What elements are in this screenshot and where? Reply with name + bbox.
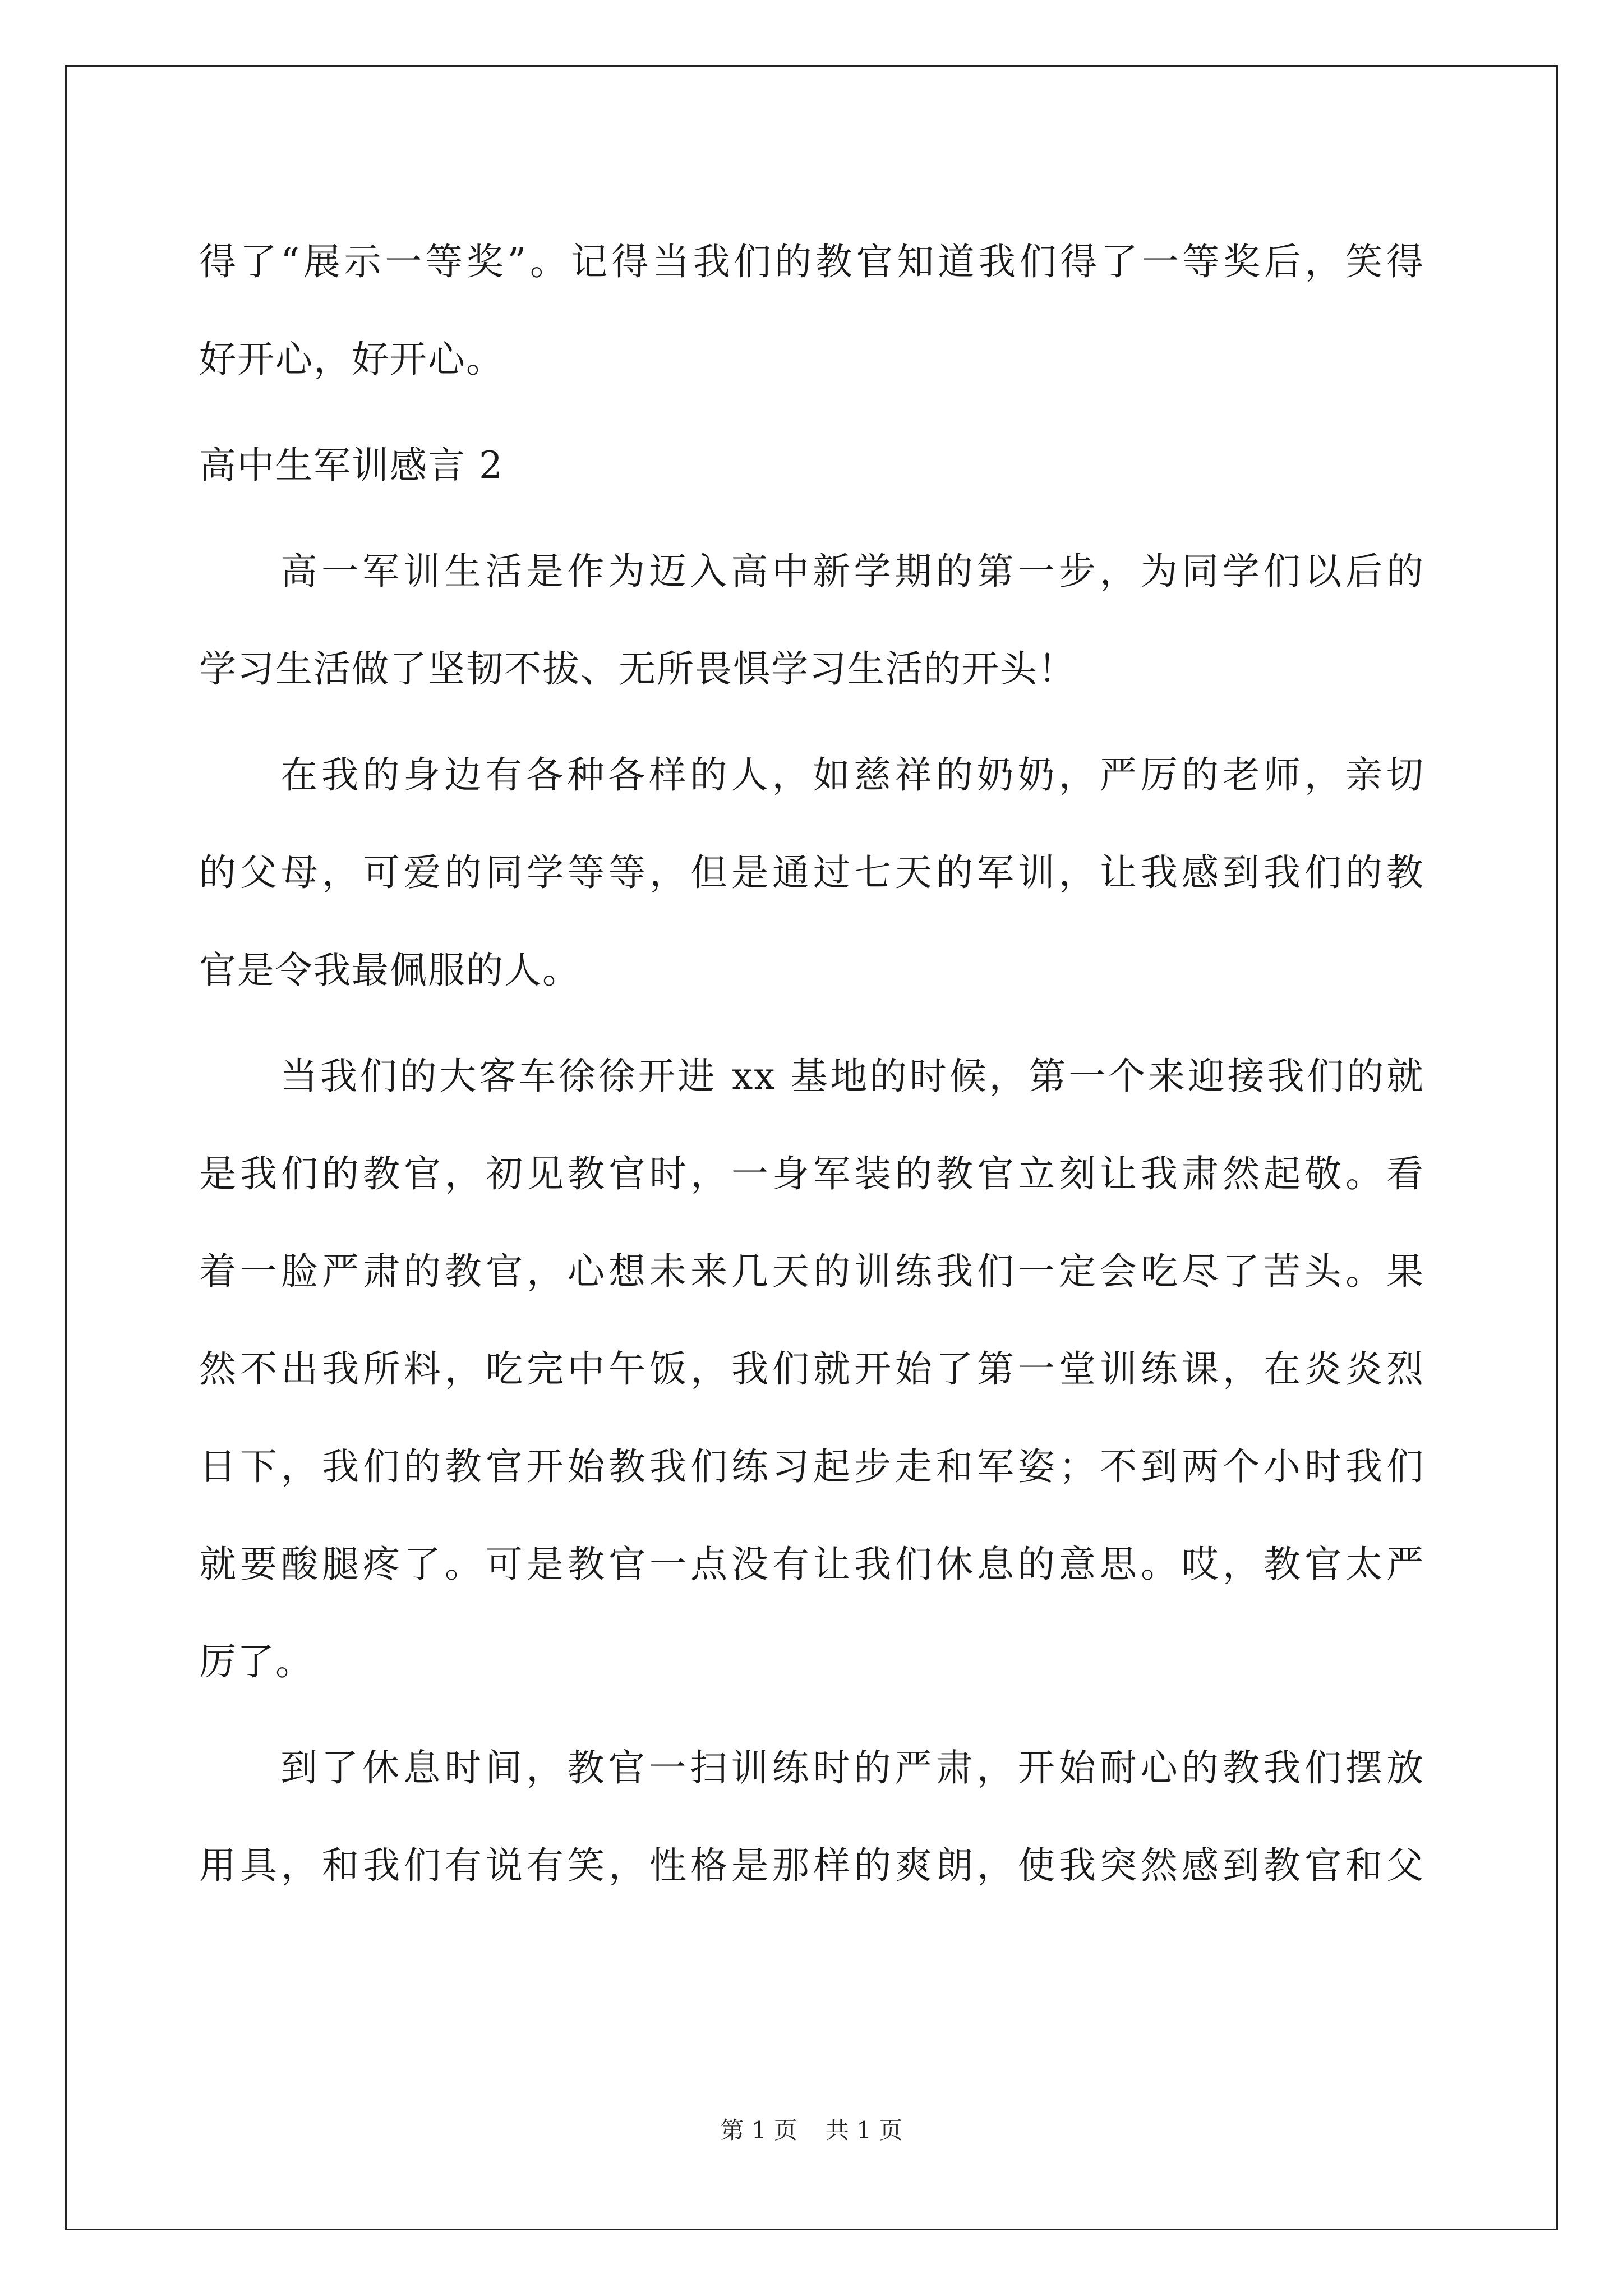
- text-line: 好开心，好开心。: [199, 338, 504, 381]
- text-line: 当我们的大客车徐徐开进 xx 基地的时候，第一个来迎接我们的就: [280, 1055, 1424, 1098]
- text-line: 厉了。: [199, 1640, 313, 1683]
- text-line: 高一军训生活是作为迈入高中新学期的第一步，为同学们以后的: [280, 550, 1424, 593]
- paragraph: [199, 1719, 1424, 1915]
- page-footer: [0, 2114, 1623, 2147]
- text-line: 然不出我所料，吃完中午饭，我们就开始了第一堂训练课，在炎炎烈: [199, 1347, 1424, 1391]
- paragraph: [199, 1028, 1424, 1711]
- text-line: 官是令我最佩服的人。: [199, 949, 580, 992]
- page-number: 第 1 页: [720, 2116, 797, 2144]
- text-line: 学习生活做了坚韧不拔、无所畏惧学习生活的开头！: [199, 647, 1076, 691]
- text-line: 的父母，可爱的同学等等，但是通过七天的军训，让我感到我们的教: [199, 851, 1424, 894]
- text-line: 日下，我们的教官开始教我们练习起步走和军姿；不到两个小时我们: [199, 1445, 1424, 1488]
- text-line: 用具，和我们有说有笑，性格是那样的爽朗，使我突然感到教官和父: [199, 1844, 1424, 1887]
- text-line: 在我的身边有各种各样的人，如慈祥的奶奶，严厉的老师，亲切: [280, 753, 1424, 797]
- paragraph-continuation: [199, 213, 1424, 408]
- text-line: 到了休息时间，教官一扫训练时的严肃，开始耐心的教我们摆放: [280, 1746, 1424, 1789]
- document-body: [199, 213, 1424, 1915]
- paragraph: [199, 523, 1424, 718]
- section-heading: 高中生军训感言 2: [199, 444, 504, 487]
- text-line: 是我们的教官，初见教官时，一身军装的教官立刻让我肃然起敬。看: [199, 1152, 1424, 1195]
- text-line: 得了“展示一等奖”。记得当我们的教官知道我们得了一等奖后，笑得: [199, 240, 1424, 283]
- text-line: 就要酸腿疼了。可是教官一点没有让我们休息的意思。哎，教官太严: [199, 1543, 1424, 1586]
- text-line: 着一脸严肃的教官，心想未来几天的训练我们一定会吃尽了苦头。果: [199, 1250, 1424, 1293]
- page-total: 共 1 页: [826, 2116, 903, 2144]
- paragraph: [199, 726, 1424, 1019]
